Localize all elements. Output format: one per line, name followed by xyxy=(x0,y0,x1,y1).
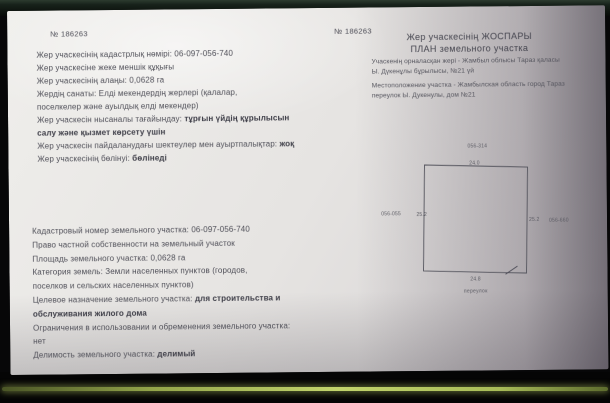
dimension-left-label: 25.2 xyxy=(416,211,428,219)
doc-number-right: № 186263 xyxy=(334,26,372,36)
text-segment: Площадь земельного участка: 0,0628 га xyxy=(32,252,186,264)
parcel-outline xyxy=(422,164,528,274)
text-segment: Учаскенің орналасқан жері - Жамбыл облысы Тараз қаласы xyxy=(371,56,560,66)
parcel-plan-drawing xyxy=(7,5,608,375)
neighbor-parcel-left-label: 056-055 xyxy=(381,211,401,218)
plan-title-kazakh: Жер учаскесінің ЖОСПАРЫ xyxy=(406,30,533,43)
text-segment: нет xyxy=(33,337,46,347)
text-segment: Целевое назначение земельного участка: xyxy=(32,294,196,305)
text-segment: жоқ xyxy=(279,139,295,149)
neighbor-parcel-right-label: 056-660 xyxy=(549,217,569,224)
street-label: переулок xyxy=(463,288,488,295)
text-segment: Жер учаскесін пайдаланудағы шектеулер мен ауыртпалықтар: xyxy=(37,139,280,151)
text-segment: для строительства и xyxy=(194,293,281,304)
dimension-bottom-label: 24.8 xyxy=(470,276,481,283)
text-segment: салу және қызмет көрсету үшін xyxy=(37,127,166,138)
text-segment: обслуживания жилого дома xyxy=(32,308,147,319)
text-segment: Жер учаскесінің кадастрлық нөмірі: 06-097-056-740 xyxy=(36,48,234,60)
dimension-right-label: 25.2 xyxy=(529,216,540,223)
document-content xyxy=(7,5,608,375)
doc-number-left: № 186263 xyxy=(50,29,88,39)
text-segment: Жер учаскесіне жеке меншік құқығы xyxy=(36,62,175,73)
text-segment: Жер учаскесін нысаналы тағайындау: xyxy=(37,114,185,125)
document-page xyxy=(7,5,608,375)
text-segment: Кадастровый номер земельного участка: 06-097-056-740 xyxy=(32,224,250,236)
text-segment: Делимость земельного участка: xyxy=(33,349,158,360)
neighbor-parcel-top-label: 056-314 xyxy=(467,143,488,150)
text-segment: Жер учаскесінің бөлінуі: xyxy=(37,153,133,164)
text-segment: переулок Ы. Дукенулы, дом №21 xyxy=(371,91,476,100)
text-segment: тұрғын үйдің құрылысын xyxy=(184,113,290,124)
text-segment: Ы. Дүкенұлы бұрылысы, №21 үй xyxy=(371,67,475,76)
text-segment: Местоположение участка - Жамбылская область город Тараз xyxy=(371,80,565,90)
text-segment: Ограничения в использовании и обременения земельного участка: xyxy=(32,320,291,333)
text-segment: Жердің санаты: Елді мекендердің жерлері (қалалар, xyxy=(36,87,238,99)
text-segment: поселкелер және ауылдық елді мекендер) xyxy=(36,101,199,112)
dimension-top-label: 24.0 xyxy=(469,160,480,167)
plan-title-russian: ПЛАН земельного участка xyxy=(410,42,529,55)
text-segment: Жер учаскесінің алаңы: 0,0628 га xyxy=(36,75,165,86)
text-segment: бөлінеді xyxy=(132,153,167,163)
text-segment: Категория земель: Земли населенных пунктов (городов, xyxy=(32,266,248,278)
scanner-lamp-glow xyxy=(2,387,608,391)
text-segment: поселков и сельских населенных пунктов) xyxy=(32,280,194,291)
text-segment: Право частной собственности на земельный участок xyxy=(32,238,235,250)
text-segment: делимый xyxy=(157,349,196,359)
